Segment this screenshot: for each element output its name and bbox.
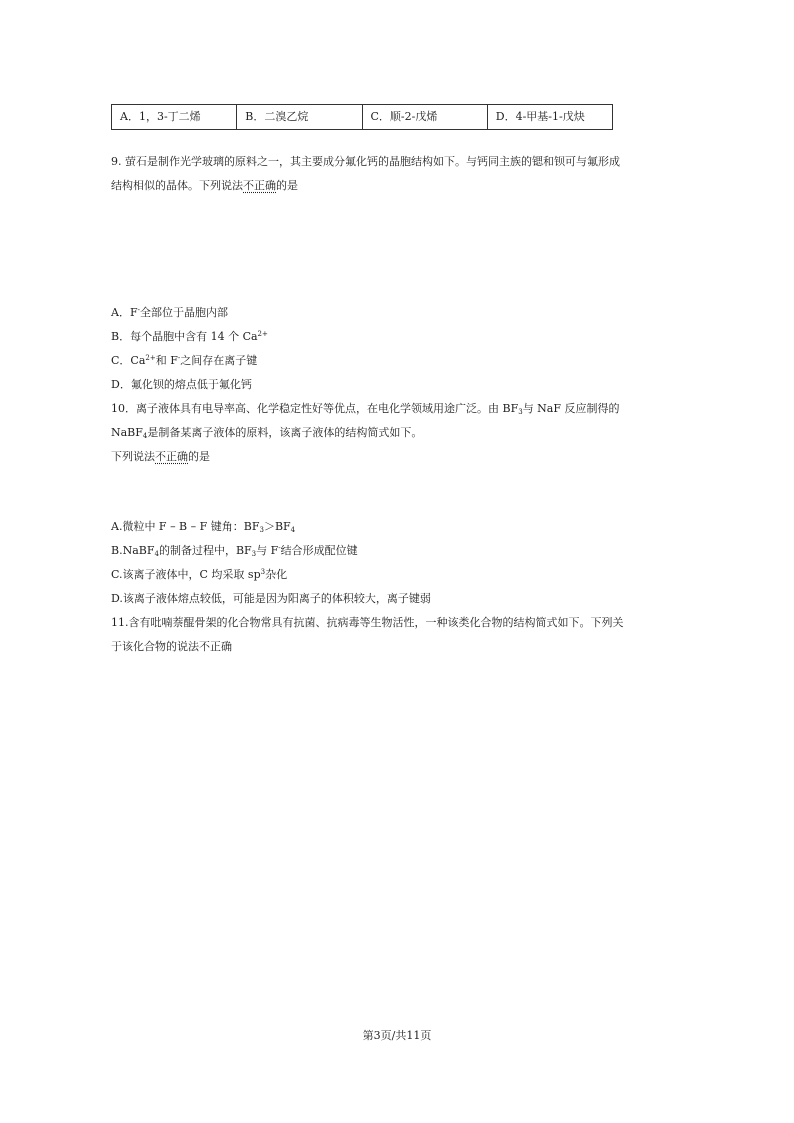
q9-emphasis: 不正确 xyxy=(243,179,276,192)
q10-stem-line2 xyxy=(111,426,422,440)
q10-option-c xyxy=(111,568,287,582)
page-footer: 第3页/共11页 xyxy=(362,1029,432,1042)
option-a-cell: A．1，3-丁二烯 xyxy=(112,105,237,130)
q10-l2-text: NaBF xyxy=(111,426,143,439)
q10-b-mid2: 与 F xyxy=(256,544,279,557)
q10-c-sup: 3 xyxy=(260,568,266,576)
option-c-cell: C．顺-2-戊烯 xyxy=(362,105,487,130)
q10-a-sub: 3 xyxy=(259,526,264,534)
q10-b-sup: - xyxy=(278,544,281,552)
q10-option-b xyxy=(111,544,358,558)
q10-l3-text: 下列说法 xyxy=(111,450,155,463)
q10-l1-tail: 与 NaF 反应制得的 xyxy=(522,402,620,415)
q10-b-mid: 的制备过程中，BF xyxy=(158,544,252,557)
q11-stem-line1: 11.含有吡喃萘醌骨架的化合物常具有抗菌、抗病毒等生物活性，一种该类化合物的结构简式如下。下列关 xyxy=(111,616,624,629)
q10-b-sub: 4 xyxy=(154,550,159,558)
q9-b-text: B．每个晶胞中含有 14 个 Ca xyxy=(111,330,258,343)
q10-a-text: A.微粒中 F – B – F 键角：BF xyxy=(111,520,260,533)
q9-stem-line2 xyxy=(111,179,298,193)
q10-b-tail: 结合形成配位键 xyxy=(280,544,358,557)
q9-a-text: A．F xyxy=(111,306,138,319)
q9-option-a xyxy=(111,306,228,320)
q10-b-text: B.NaBF xyxy=(111,544,155,557)
q10-l2-tail: 是制备某离子液体的原料，该离子液体的结构简式如下。 xyxy=(147,426,423,439)
q9-a-tail: 全部位于晶胞内部 xyxy=(139,306,228,319)
q10-option-d: D.该离子液体熔点较低，可能是因为阳离子的体积较大，离子键弱 xyxy=(111,592,431,605)
q10-c-tail: 杂化 xyxy=(265,568,288,581)
q10-l3-tail: 的是 xyxy=(188,450,210,463)
q9-stem-tail: 的是 xyxy=(276,179,298,192)
q10-a-sub2: 4 xyxy=(290,526,296,534)
q10-b-sub2: 3 xyxy=(251,550,257,558)
q10-a-mid: ＞BF xyxy=(263,520,291,533)
q9-c-tail: 之间存在离子键 xyxy=(180,354,258,367)
q9-c-sup2: - xyxy=(177,354,181,362)
q9-a-sup: - xyxy=(137,306,140,314)
q9-option-c xyxy=(111,354,257,368)
q9-stem-text: 结构相似的晶体。下列说法 xyxy=(111,179,243,192)
q10-option-a xyxy=(111,520,295,534)
q9-c-sup: 2+ xyxy=(145,354,156,362)
q9-c-mid: 和 F xyxy=(155,354,178,367)
option-b-cell: B．二溴乙烷 xyxy=(237,105,362,130)
q11-stem-line2: 于该化合物的说法不正确 xyxy=(111,640,232,653)
q10-stem-line1 xyxy=(111,402,620,416)
q10-stem-line3 xyxy=(111,450,210,464)
option-d-cell: D．4-甲基-1-戊炔 xyxy=(487,105,612,130)
q10-l1-text: 10．离子液体具有电导率高、化学稳定性好等优点，在电化学领域用途广泛。由 BF xyxy=(111,402,519,415)
q10-l2-sub: 4 xyxy=(142,432,148,440)
q9-c-text: C．Ca xyxy=(111,354,146,367)
q9-option-d: D．氟化钡的熔点低于氟化钙 xyxy=(111,378,252,391)
q10-l1-sub: 3 xyxy=(518,408,523,416)
q9-option-b xyxy=(111,330,268,344)
options-table xyxy=(111,104,613,130)
q9-b-sup: 2+ xyxy=(257,330,268,338)
q10-c-text: C.该离子液体中，C 均采取 sp xyxy=(111,568,261,581)
q9-stem-line1: 9. 萤石是制作光学玻璃的原料之一，其主要成分氟化钙的晶胞结构如下。与钙同主族的锶和钡可与氟形成 xyxy=(111,155,620,168)
q10-emphasis: 不正确 xyxy=(155,450,188,463)
